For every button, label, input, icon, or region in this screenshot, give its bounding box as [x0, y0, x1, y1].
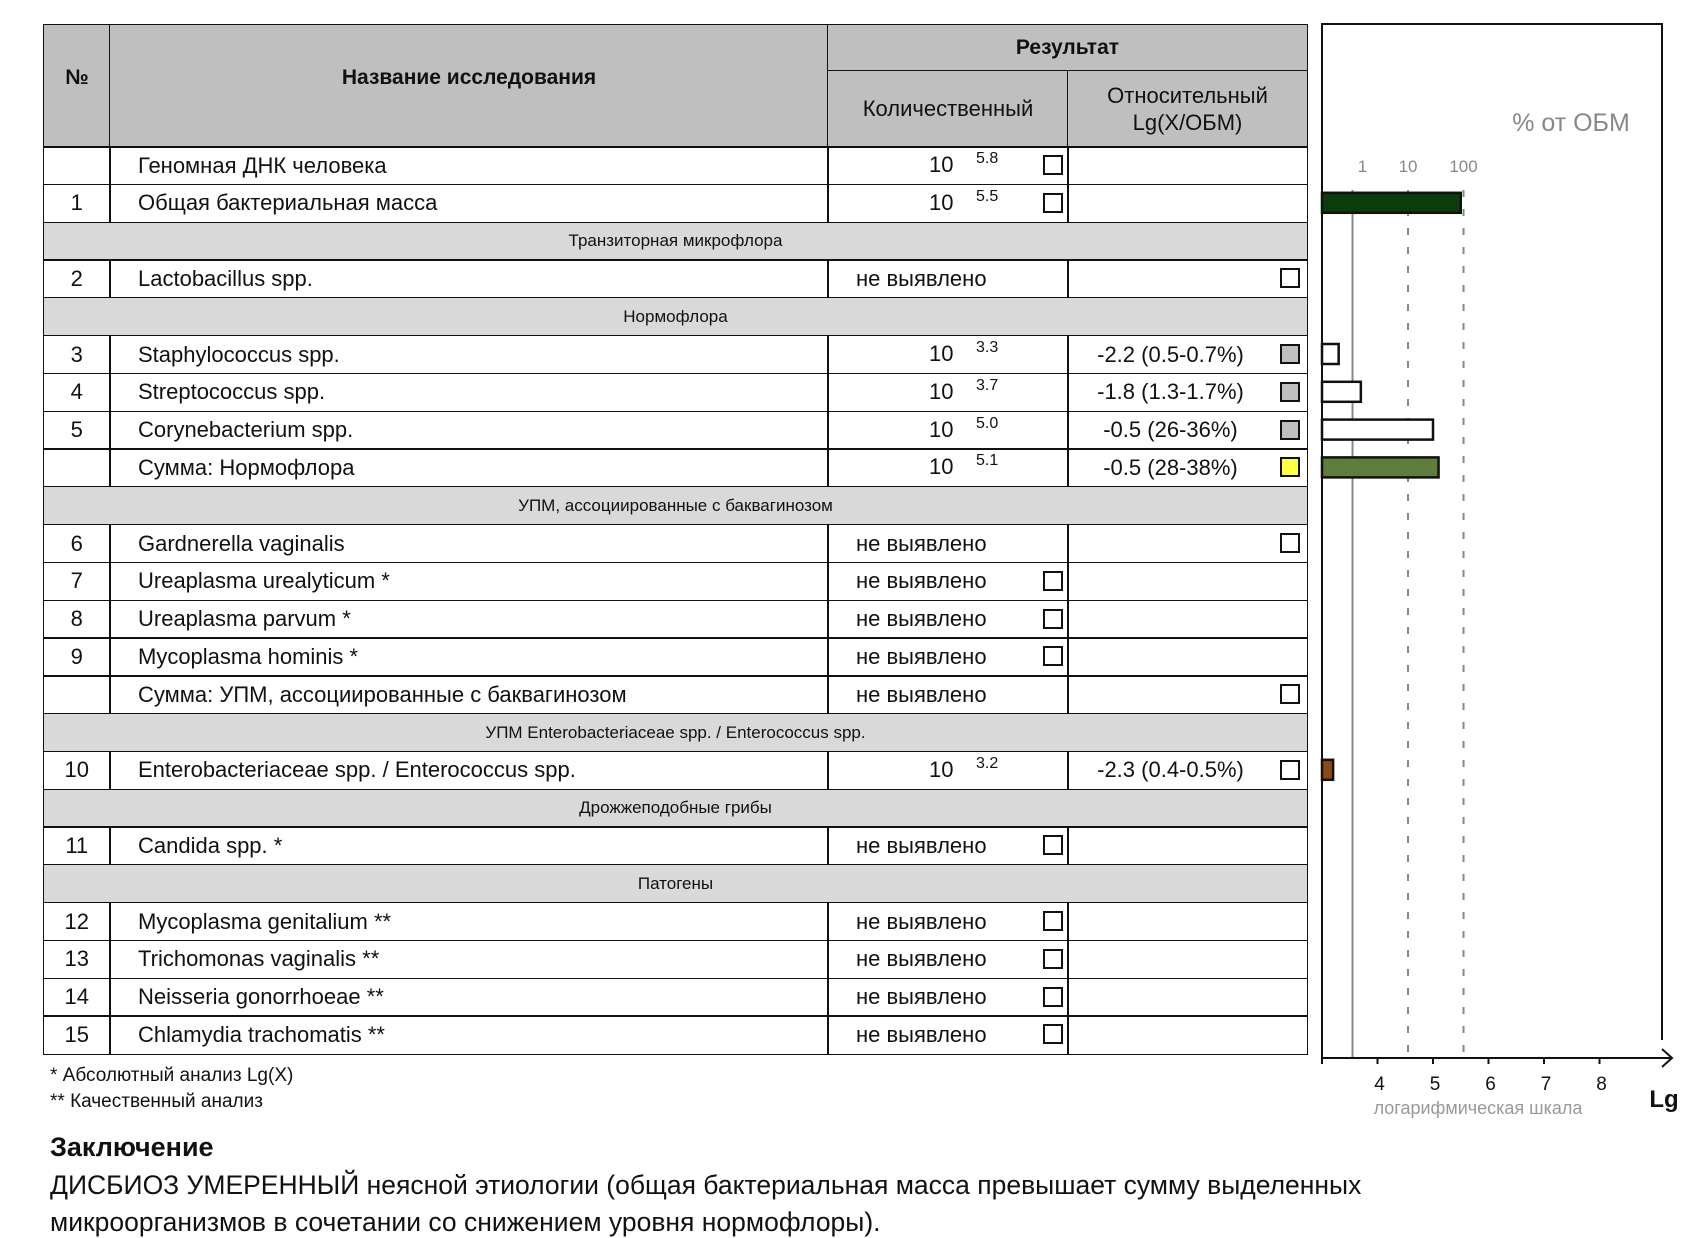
header-rel-line1: Относительный [1107, 83, 1268, 108]
row-name-text: Mycoplasma hominis * [138, 644, 359, 670]
row-num-text: 12 [64, 908, 89, 934]
quant-text: не выявлено [856, 266, 987, 292]
quant-base: 10 [929, 189, 954, 215]
bar [1322, 382, 1361, 402]
header-result-text: Результат [1015, 36, 1120, 59]
quant-exponent: 3.2 [976, 754, 999, 772]
relative-text: -0.5 (26-36%) [1103, 417, 1238, 443]
conclusion-line1: ДИСБИОЗ УМЕРЕННЫЙ неясной этиологии (общая бактериальная масса превышает сумму выделенных [50, 1170, 1362, 1200]
section-title: УПМ, ассоциированные с баквагинозом [518, 495, 833, 515]
axis-tick-label: 4 [1374, 1074, 1385, 1095]
chart-frame [1322, 24, 1662, 1058]
bar [1322, 760, 1333, 780]
row-name-text: Chlamydia trachomatis ** [138, 1022, 385, 1048]
relative-text: -2.2 (0.5-0.7%) [1097, 341, 1244, 367]
axis-tick-label: 6 [1485, 1074, 1496, 1095]
percent-tick-label: 100 [1449, 157, 1478, 176]
quant-base: 10 [929, 756, 954, 782]
row-num-text: 15 [64, 1022, 89, 1048]
row-name-text: Lactobacillus spp. [138, 266, 313, 292]
row-name-text: Сумма: УПМ, ассоциированные с баквагинозом [138, 681, 627, 707]
quant-text: не выявлено [856, 530, 987, 556]
row-name-text: Сумма: Нормофлора [138, 455, 355, 481]
header-rel-line2: Lg(X/ОБМ) [1132, 110, 1243, 135]
bar [1322, 193, 1461, 213]
quant-text: не выявлено [856, 681, 987, 707]
row-name-text: Staphylococcus spp. [138, 341, 340, 367]
header-quant-text: Количественный [862, 96, 1034, 121]
row-name-text: Ureaplasma parvum * [138, 606, 351, 632]
bar [1322, 457, 1439, 477]
footnote-qualitative: ** Качественный анализ [50, 1091, 263, 1112]
row-name-text: Gardnerella vaginalis [138, 530, 345, 556]
footnote-absolute: * Абсолютный анализ Lg(X) [50, 1065, 294, 1086]
row-name-text: Ureaplasma urealyticum * [138, 568, 390, 594]
row-name-text: Геномная ДНК человека [138, 152, 387, 178]
section-title: УПМ Enterobacteriaceae spp. / Enterococcus spp. [485, 722, 866, 742]
quant-exponent: 5.5 [976, 187, 999, 205]
quant-exponent: 5.1 [976, 452, 999, 470]
quant-text: не выявлено [856, 568, 987, 594]
conclusion-title: Заключение [50, 1132, 214, 1162]
relative-text: -2.3 (0.4-0.5%) [1097, 757, 1244, 783]
quant-base: 10 [929, 152, 954, 177]
quant-text: не выявлено [856, 606, 987, 632]
quant-base: 10 [929, 416, 954, 442]
conclusion-line2: микроорганизмов в сочетании со снижением уровня нормофлоры). [50, 1207, 881, 1237]
row-name-text: Trichomonas vaginalis ** [138, 946, 380, 972]
row-name-text: Corynebacterium spp. [138, 417, 354, 443]
quant-exponent: 3.7 [976, 376, 999, 394]
percent-tick-label: 10 [1398, 157, 1418, 176]
axis-tick-label: 5 [1429, 1074, 1441, 1095]
row-num-text: 1 [70, 190, 83, 216]
section-title: Транзиторная микрофлора [568, 231, 783, 251]
row-num-text: 8 [70, 606, 83, 632]
quant-exponent: 5.8 [976, 150, 999, 167]
bar [1322, 420, 1433, 440]
axis-tick-label: 8 [1596, 1074, 1607, 1095]
row-name-text: Общая бактериальная масса [138, 190, 438, 216]
section-title: Нормофлора [623, 306, 728, 326]
header-num-text: № [65, 66, 89, 89]
percent-tick-label: 1 [1357, 157, 1368, 176]
row-num-text: 11 [65, 833, 89, 859]
quant-base: 10 [929, 378, 954, 404]
row-num-text: 2 [70, 266, 83, 292]
row-name-text: Mycoplasma genitalium ** [138, 908, 392, 934]
row-name-text: Streptococcus spp. [138, 379, 326, 405]
quant-text: не выявлено [856, 984, 987, 1010]
relative-text: -1.8 (1.3-1.7%) [1097, 379, 1244, 405]
row-num-text: 6 [70, 530, 83, 556]
bar [1322, 344, 1339, 364]
quant-text: не выявлено [856, 908, 987, 934]
row-num-text: 4 [70, 379, 83, 405]
row-num-text: 14 [64, 984, 89, 1010]
axis-caption: логарифмическая шкала [1373, 1098, 1583, 1118]
row-num-text: 7 [70, 568, 83, 594]
axis-unit: Lg [1649, 1086, 1679, 1113]
quant-base: 10 [929, 454, 954, 480]
section-title: Патогены [637, 873, 714, 893]
quant-exponent: 5.0 [976, 414, 999, 432]
row-num-text: 13 [64, 946, 89, 972]
row-num-text: 10 [64, 757, 89, 783]
row-name-text: Enterobacteriaceae spp. / Enterococcus spp. [138, 757, 576, 783]
quant-text: не выявлено [856, 1022, 987, 1048]
header-name-text: Название исследования [341, 66, 597, 89]
relative-text: -0.5 (28-38%) [1103, 455, 1238, 481]
axis-tick-label: 7 [1540, 1074, 1552, 1095]
quant-exponent: 3.3 [976, 339, 999, 356]
chart-title: % от ОБМ [1512, 109, 1630, 137]
section-title: Дрожжеподобные грибы [579, 798, 772, 818]
quant-base: 10 [929, 341, 954, 366]
row-name-text: Neisseria gonorrhoeae ** [138, 984, 384, 1010]
quant-text: не выявлено [856, 644, 987, 670]
row-num-text: 5 [70, 417, 83, 443]
row-name-text: Candida spp. * [138, 833, 283, 859]
row-num-text: 9 [70, 644, 83, 670]
quant-text: не выявлено [856, 833, 987, 859]
row-num-text: 3 [70, 341, 83, 367]
quant-text: не выявлено [856, 946, 987, 972]
